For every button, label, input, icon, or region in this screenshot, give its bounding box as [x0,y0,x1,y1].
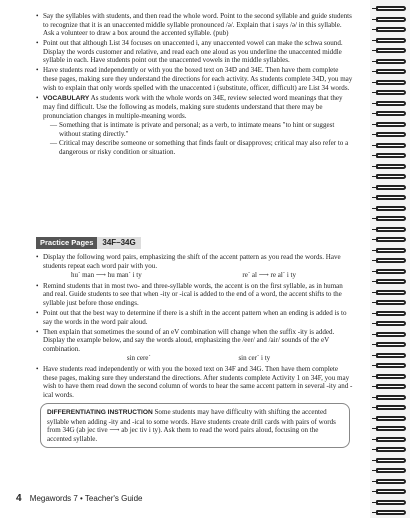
practice-pages-label: Practice Pages [36,237,97,249]
spiral-binding [370,0,410,518]
binding-coil [376,90,406,95]
word-pair-example [43,271,354,280]
vocabulary-text: As students work with the whole words on 34E, review selected word meanings that they may find difficult. Use the following as models, making sure students understand that there may be pronunciation changes in multiple-meaning words. [43,93,343,120]
example-word: re al´ i ty [270,271,296,280]
top-section [36,12,354,158]
binding-coil [376,27,406,32]
arrow-icon: ⟶ [258,271,269,280]
vocabulary-item [36,94,354,157]
differentiating-instruction-box [40,403,350,448]
binding-coil [376,248,406,253]
binding-coil [376,416,406,421]
binding-coil [376,69,406,74]
binding-coil [376,153,406,158]
binding-coil [376,48,406,53]
binding-coil [376,332,406,337]
binding-coil [376,395,406,400]
binding-coil [376,437,406,442]
binding-coil [376,195,406,200]
differentiating-label: DIFFERENTIATING INSTRUCTION [47,409,153,416]
binding-coil [376,59,406,64]
binding-coil [376,279,406,284]
binding-coil [376,122,406,127]
example-word: hu´ man [71,271,95,280]
example-word: sin cere´ [126,354,151,363]
list-item: • Remind students that in most two- and three-syllable words, the accent is on the first syllable, as in human and real. Guide students to see that when -ity or -ical is added to the end of a word, the accent shifts to the syllable just before those endings. [36,282,354,308]
binding-coil [376,321,406,326]
binding-coil [376,405,406,410]
binding-coil [376,290,406,295]
list-item-text: Display the following word pairs, emphasizing the shift of the accent pattern as you read the words. Have students repeat each word pair with you. [43,253,341,270]
example-word: re´ al [242,271,257,280]
example-word: hu man´ i ty [107,271,142,280]
binding-coil [376,164,406,169]
binding-coil [376,132,406,137]
binding-coil [376,426,406,431]
binding-coil [376,101,406,106]
binding-coil [376,489,406,494]
binding-coil [376,206,406,211]
binding-coil [376,363,406,368]
binding-coil [376,227,406,232]
page-number: 4 [16,493,22,504]
practice-pages-range: 34F–34G [97,237,140,249]
vocabulary-label: VOCABULARY [43,94,90,102]
binding-coil [376,510,406,515]
list-item: • Say the syllables with students, and then read the whole word. Point to the second syllable and guide students to recognize that it is an unaccented middle syllable pronounced /ə/. Explain that i says /ə/ in this syllable. Ask a volunteer to draw a box around the accented syllable. (pub) [36,12,354,38]
list-item: • Point out that the best way to determine if there is a shift in the accent pattern when an ending is added is to say the words in the word pair aloud. [36,309,354,326]
list-item: • Have students read independently or with you the boxed text on 34F and 34G. Then have them complete these pages, making sure they understand the directions. After students complete Activity 1 on 34F, you may wish to have them read down the second column of words to hear the same accent pattern in several -ity and -ical words. [36,365,354,399]
vocabulary-sub-item: — Something that is intimate is private and personal; as a verb, to intimate means "to hint or suggest without stating directly." [43,121,354,138]
page-footer [16,493,142,504]
binding-coil [376,237,406,242]
vocabulary-sub-item: — Critical may describe someone or something that finds fault or disapproves; critical may also refer to a dangerous or risky condition or situation. [43,139,354,156]
binding-coil [376,384,406,389]
arrow-icon: ⟶ [95,271,106,280]
list-item-text: Then explain that sometimes the sound of an eV combination will change when the suffix -ity is added. Display the example below, and say the words aloud, emphasizing the /eer/ and /air/ sounds of the eV combination. [43,327,335,353]
differentiating-text: Some students may have difficulty with shifting the accented syllable when adding -ity and -ical to some words. Have students create drill cards with pairs of words from 34G (ab jec tive ⟶ ab jec tiv i ty). Ask them to read the word pairs aloud, focusing on the accented syllable. [47,408,336,443]
list-item: • Point out that although List 34 focuses on unaccented i, any unaccented vowel can make the schwa sound. Display the words customer and relative, and read each one aloud as you underline the unaccented middle syllable in each. Have students point out the unaccented vowels in the middle syllables. [36,39,354,65]
binding-coil [376,353,406,358]
binding-coil [376,80,406,85]
practice-pages-header [36,237,354,249]
binding-coil [376,111,406,116]
binding-coil [376,17,406,22]
binding-coil [376,38,406,43]
binding-coil [376,185,406,190]
binding-coil [376,6,406,11]
binding-coil [376,479,406,484]
binding-coil [376,468,406,473]
binding-coil [376,500,406,505]
binding-coil [376,374,406,379]
footer-title: Megawords 7 • Teacher's Guide [29,494,143,503]
binding-coil [376,458,406,463]
binding-coil [376,216,406,221]
binding-coil [376,342,406,347]
binding-coil [376,311,406,316]
binding-coil [376,300,406,305]
word-pair-example [43,354,354,363]
list-item [36,253,354,280]
example-word: sin cer´ i ty [238,354,271,363]
binding-coil [376,269,406,274]
top-bullet-list [36,12,354,157]
binding-coil [376,447,406,452]
list-item [36,328,354,363]
binding-coil [376,258,406,263]
binding-coil [376,143,406,148]
practice-section [36,253,354,401]
list-item: • Have students read independently or with you the boxed text on 34D and 34E. Then have them complete these pages, making sure they understand the directions for each activity. As students complete 34D, you may wish to explain that only words spelled with the unaccented i (substitute, officer, difficult) are List 34 words. [36,66,354,92]
binding-coil [376,174,406,179]
